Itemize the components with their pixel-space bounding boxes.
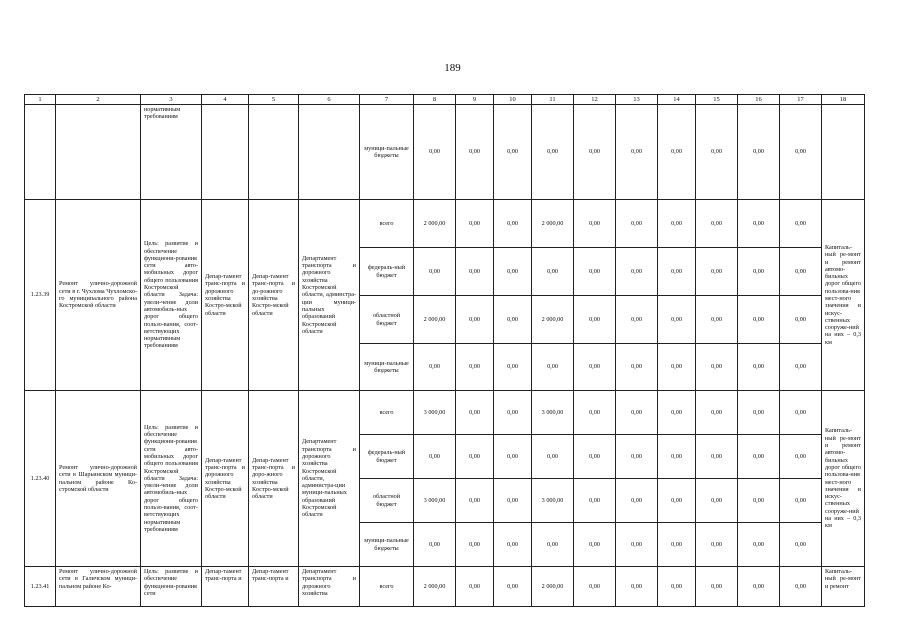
table-row bbox=[25, 200, 865, 248]
event-name-cell: Ремонт улично-дорожной сети в Шарьинском муници-пальном районе Ко-стромской области bbox=[56, 391, 141, 567]
amount-cell: 0,00 bbox=[696, 344, 738, 391]
amount-cell: 0,00 bbox=[414, 344, 456, 391]
amount-cell: 3 000,00 bbox=[532, 391, 574, 435]
amount-cell: 0,00 bbox=[494, 344, 532, 391]
amount-cell: 0,00 bbox=[780, 248, 822, 296]
amount-cell: 0,00 bbox=[738, 344, 780, 391]
amount-cell: 0,00 bbox=[696, 248, 738, 296]
amount-cell: 0,00 bbox=[780, 479, 822, 523]
column-number: 2 bbox=[56, 95, 141, 105]
goal-cell: Цель: развитие и обеспечение функциони-рования сети bbox=[141, 567, 202, 607]
amount-cell: 0,00 bbox=[494, 567, 532, 607]
goal-cell: Цель: развитие и обеспечение функциони-рования сети авто-мобильных дорог общего пользования Костромской области Задача: увели-чение доли автомобиль-ных дорог общего пользо-вания, соот-ветствующих нормативным требованиям bbox=[141, 200, 202, 391]
amount-cell: 0,00 bbox=[532, 435, 574, 479]
row-number-cell: 1.23.39 bbox=[25, 200, 56, 391]
amount-cell: 0,00 bbox=[696, 523, 738, 567]
amount-cell: 0,00 bbox=[494, 200, 532, 248]
column-number: 13 bbox=[616, 95, 658, 105]
amount-cell: 0,00 bbox=[456, 200, 494, 248]
recipient-cell bbox=[299, 105, 360, 200]
amount-cell: 0,00 bbox=[696, 105, 738, 200]
amount-cell: 0,00 bbox=[616, 200, 658, 248]
column-number: 17 bbox=[780, 95, 822, 105]
goal-cell: Цель: развитие и обеспечение функциони-рования сети авто-мобильных дорог общего пользования Костромской области Задача: увели-чение доли автомобиль-ных дорог общего пользо-вания, соот-ветствующих нормативным требованиям bbox=[141, 391, 202, 567]
table-row bbox=[25, 567, 865, 607]
row-number-cell: 1.23.41 bbox=[25, 567, 56, 607]
funding-source: муници-пальные бюджеты bbox=[360, 105, 414, 200]
amount-cell: 0,00 bbox=[494, 435, 532, 479]
column-number: 7 bbox=[360, 95, 414, 105]
amount-cell: 0,00 bbox=[616, 105, 658, 200]
amount-cell: 3 000,00 bbox=[532, 479, 574, 523]
funding-source: муници-пальные бюджеты bbox=[360, 523, 414, 567]
amount-cell: 0,00 bbox=[658, 435, 696, 479]
continued-row bbox=[25, 105, 865, 200]
amount-cell: 0,00 bbox=[494, 105, 532, 200]
amount-cell: 2 000,00 bbox=[414, 567, 456, 607]
amount-cell: 0,00 bbox=[658, 344, 696, 391]
column-number: 6 bbox=[299, 95, 360, 105]
amount-cell: 0,00 bbox=[738, 479, 780, 523]
recipient-cell: Департамент транспорта и дорожного хозяйства bbox=[299, 567, 360, 607]
amount-cell: 0,00 bbox=[696, 435, 738, 479]
amount-cell: 0,00 bbox=[738, 105, 780, 200]
amount-cell: 0,00 bbox=[532, 248, 574, 296]
amount-cell: 0,00 bbox=[616, 567, 658, 607]
amount-cell: 0,00 bbox=[696, 391, 738, 435]
amount-cell: 0,00 bbox=[456, 523, 494, 567]
table-row bbox=[25, 391, 865, 435]
column-number: 11 bbox=[532, 95, 574, 105]
funding-source: всего bbox=[360, 200, 414, 248]
amount-cell: 2 000,00 bbox=[532, 200, 574, 248]
funding-source: федераль-ный бюджет bbox=[360, 248, 414, 296]
amount-cell: 0,00 bbox=[494, 523, 532, 567]
result-cell: Капиталь-ный ре-монт и ремонт автомо-бильных дорог общего пользова-ния мест-ного значения и искус-ственных сооруже-ний на них – 0,3 км bbox=[822, 200, 865, 391]
amount-cell: 0,00 bbox=[780, 105, 822, 200]
customer-cell: Депар-тамент транс-порта и доро-жного хозяйства Костро-мской области bbox=[249, 391, 299, 567]
amount-cell: 0,00 bbox=[574, 344, 616, 391]
event-name-cell bbox=[56, 105, 141, 200]
amount-cell: 2 000,00 bbox=[414, 296, 456, 344]
result-cell: Капиталь-ный ре-монт и ремонт bbox=[822, 567, 865, 607]
result-cell: Капиталь-ный ре-монт и ремонт автомо-бильных дорог общего пользова-ния мест-ного значения и искус-ственных сооруже-ний на них – 0,3 км bbox=[822, 391, 865, 567]
amount-cell: 0,00 bbox=[414, 523, 456, 567]
funding-source: областной бюджет bbox=[360, 296, 414, 344]
amount-cell: 0,00 bbox=[658, 248, 696, 296]
executor-cell bbox=[202, 105, 249, 200]
amount-cell: 0,00 bbox=[456, 105, 494, 200]
goal-cell: нормативным требованиям bbox=[141, 105, 202, 200]
column-number: 8 bbox=[414, 95, 456, 105]
column-number: 10 bbox=[494, 95, 532, 105]
amount-cell: 2 000,00 bbox=[532, 567, 574, 607]
amount-cell: 0,00 bbox=[574, 248, 616, 296]
column-number: 1 bbox=[25, 95, 56, 105]
amount-cell: 0,00 bbox=[616, 248, 658, 296]
amount-cell: 0,00 bbox=[738, 248, 780, 296]
column-number: 5 bbox=[249, 95, 299, 105]
amount-cell: 0,00 bbox=[780, 296, 822, 344]
budget-table bbox=[24, 94, 865, 607]
amount-cell: 2 000,00 bbox=[532, 296, 574, 344]
page-number: 189 bbox=[444, 62, 461, 74]
executor-cell: Депар-тамент транс-порта и bbox=[202, 567, 249, 607]
amount-cell: 0,00 bbox=[532, 105, 574, 200]
funding-source: муници-пальные бюджеты bbox=[360, 344, 414, 391]
column-number: 3 bbox=[141, 95, 202, 105]
amount-cell: 0,00 bbox=[780, 567, 822, 607]
amount-cell: 0,00 bbox=[658, 479, 696, 523]
amount-cell: 0,00 bbox=[414, 248, 456, 296]
column-number: 4 bbox=[202, 95, 249, 105]
event-name-cell: Ремонт улично-дорожной сети в Галичском муници-пальном районе Ко- bbox=[56, 567, 141, 607]
amount-cell: 0,00 bbox=[574, 105, 616, 200]
amount-cell: 0,00 bbox=[658, 567, 696, 607]
amount-cell: 0,00 bbox=[616, 391, 658, 435]
amount-cell: 0,00 bbox=[780, 435, 822, 479]
amount-cell: 0,00 bbox=[414, 105, 456, 200]
amount-cell: 0,00 bbox=[780, 200, 822, 248]
column-number: 15 bbox=[696, 95, 738, 105]
amount-cell: 0,00 bbox=[738, 296, 780, 344]
amount-cell: 0,00 bbox=[456, 248, 494, 296]
amount-cell: 0,00 bbox=[574, 296, 616, 344]
funding-source: федераль-ный бюджет bbox=[360, 435, 414, 479]
recipient-cell: Департамент транспорта и дорожного хозяйства Костромской области, админстра-ции муници-пальных образований Костромской области bbox=[299, 200, 360, 391]
recipient-cell: Департамент транспорта и дорожного хозяйства Костромской области, администра-ции муници-пальных образований Костромской области bbox=[299, 391, 360, 567]
column-number-row bbox=[25, 95, 865, 105]
amount-cell: 0,00 bbox=[532, 344, 574, 391]
amount-cell: 0,00 bbox=[456, 567, 494, 607]
executor-cell: Депар-тамент транс-порта и дорожного хозяйства Костро-мской области bbox=[202, 391, 249, 567]
funding-source: всего bbox=[360, 567, 414, 607]
funding-source: областной бюджет bbox=[360, 479, 414, 523]
amount-cell: 2 000,00 bbox=[414, 200, 456, 248]
amount-cell: 0,00 bbox=[696, 479, 738, 523]
amount-cell: 0,00 bbox=[738, 567, 780, 607]
customer-cell bbox=[249, 105, 299, 200]
amount-cell: 0,00 bbox=[456, 435, 494, 479]
amount-cell: 0,00 bbox=[494, 296, 532, 344]
amount-cell: 0,00 bbox=[456, 479, 494, 523]
amount-cell: 0,00 bbox=[456, 344, 494, 391]
amount-cell: 0,00 bbox=[738, 435, 780, 479]
amount-cell: 0,00 bbox=[780, 391, 822, 435]
amount-cell: 0,00 bbox=[574, 391, 616, 435]
amount-cell: 0,00 bbox=[616, 479, 658, 523]
executor-cell: Депар-тамент транс-порта и дорожного хозяйства Костро-мской области bbox=[202, 200, 249, 391]
amount-cell: 0,00 bbox=[456, 391, 494, 435]
amount-cell: 0,00 bbox=[574, 200, 616, 248]
amount-cell: 0,00 bbox=[456, 296, 494, 344]
amount-cell: 0,00 bbox=[738, 523, 780, 567]
amount-cell: 0,00 bbox=[696, 567, 738, 607]
amount-cell: 3 000,00 bbox=[414, 391, 456, 435]
amount-cell: 0,00 bbox=[494, 248, 532, 296]
amount-cell: 0,00 bbox=[658, 391, 696, 435]
column-number: 14 bbox=[658, 95, 696, 105]
funding-source: всего bbox=[360, 391, 414, 435]
amount-cell: 0,00 bbox=[414, 435, 456, 479]
column-number: 16 bbox=[738, 95, 780, 105]
amount-cell: 0,00 bbox=[574, 435, 616, 479]
amount-cell: 0,00 bbox=[780, 344, 822, 391]
amount-cell: 0,00 bbox=[658, 200, 696, 248]
event-name-cell: Ремонт улично-дорожной сети в г. Чухлома Чухломско-го муниципального района Костромской области bbox=[56, 200, 141, 391]
customer-cell: Депар-тамент транс-порта и до-рожного хозяйства Костро-мской области bbox=[249, 200, 299, 391]
amount-cell: 0,00 bbox=[574, 479, 616, 523]
amount-cell: 0,00 bbox=[780, 523, 822, 567]
amount-cell: 0,00 bbox=[494, 391, 532, 435]
amount-cell: 0,00 bbox=[658, 523, 696, 567]
amount-cell: 0,00 bbox=[574, 567, 616, 607]
column-number: 18 bbox=[822, 95, 865, 105]
amount-cell: 0,00 bbox=[658, 296, 696, 344]
amount-cell: 0,00 bbox=[738, 200, 780, 248]
amount-cell: 0,00 bbox=[574, 523, 616, 567]
amount-cell: 0,00 bbox=[738, 391, 780, 435]
amount-cell: 0,00 bbox=[616, 435, 658, 479]
column-number: 12 bbox=[574, 95, 616, 105]
amount-cell: 0,00 bbox=[658, 105, 696, 200]
amount-cell: 0,00 bbox=[494, 479, 532, 523]
amount-cell: 0,00 bbox=[532, 523, 574, 567]
row-number-cell: 1.23.40 bbox=[25, 391, 56, 567]
amount-cell: 3 000,00 bbox=[414, 479, 456, 523]
amount-cell: 0,00 bbox=[616, 296, 658, 344]
amount-cell: 0,00 bbox=[696, 296, 738, 344]
row-number-cell bbox=[25, 105, 56, 200]
amount-cell: 0,00 bbox=[616, 344, 658, 391]
amount-cell: 0,00 bbox=[696, 200, 738, 248]
amount-cell: 0,00 bbox=[616, 523, 658, 567]
result-cell bbox=[822, 105, 865, 200]
customer-cell: Депар-тамент транс-порта и bbox=[249, 567, 299, 607]
column-number: 9 bbox=[456, 95, 494, 105]
